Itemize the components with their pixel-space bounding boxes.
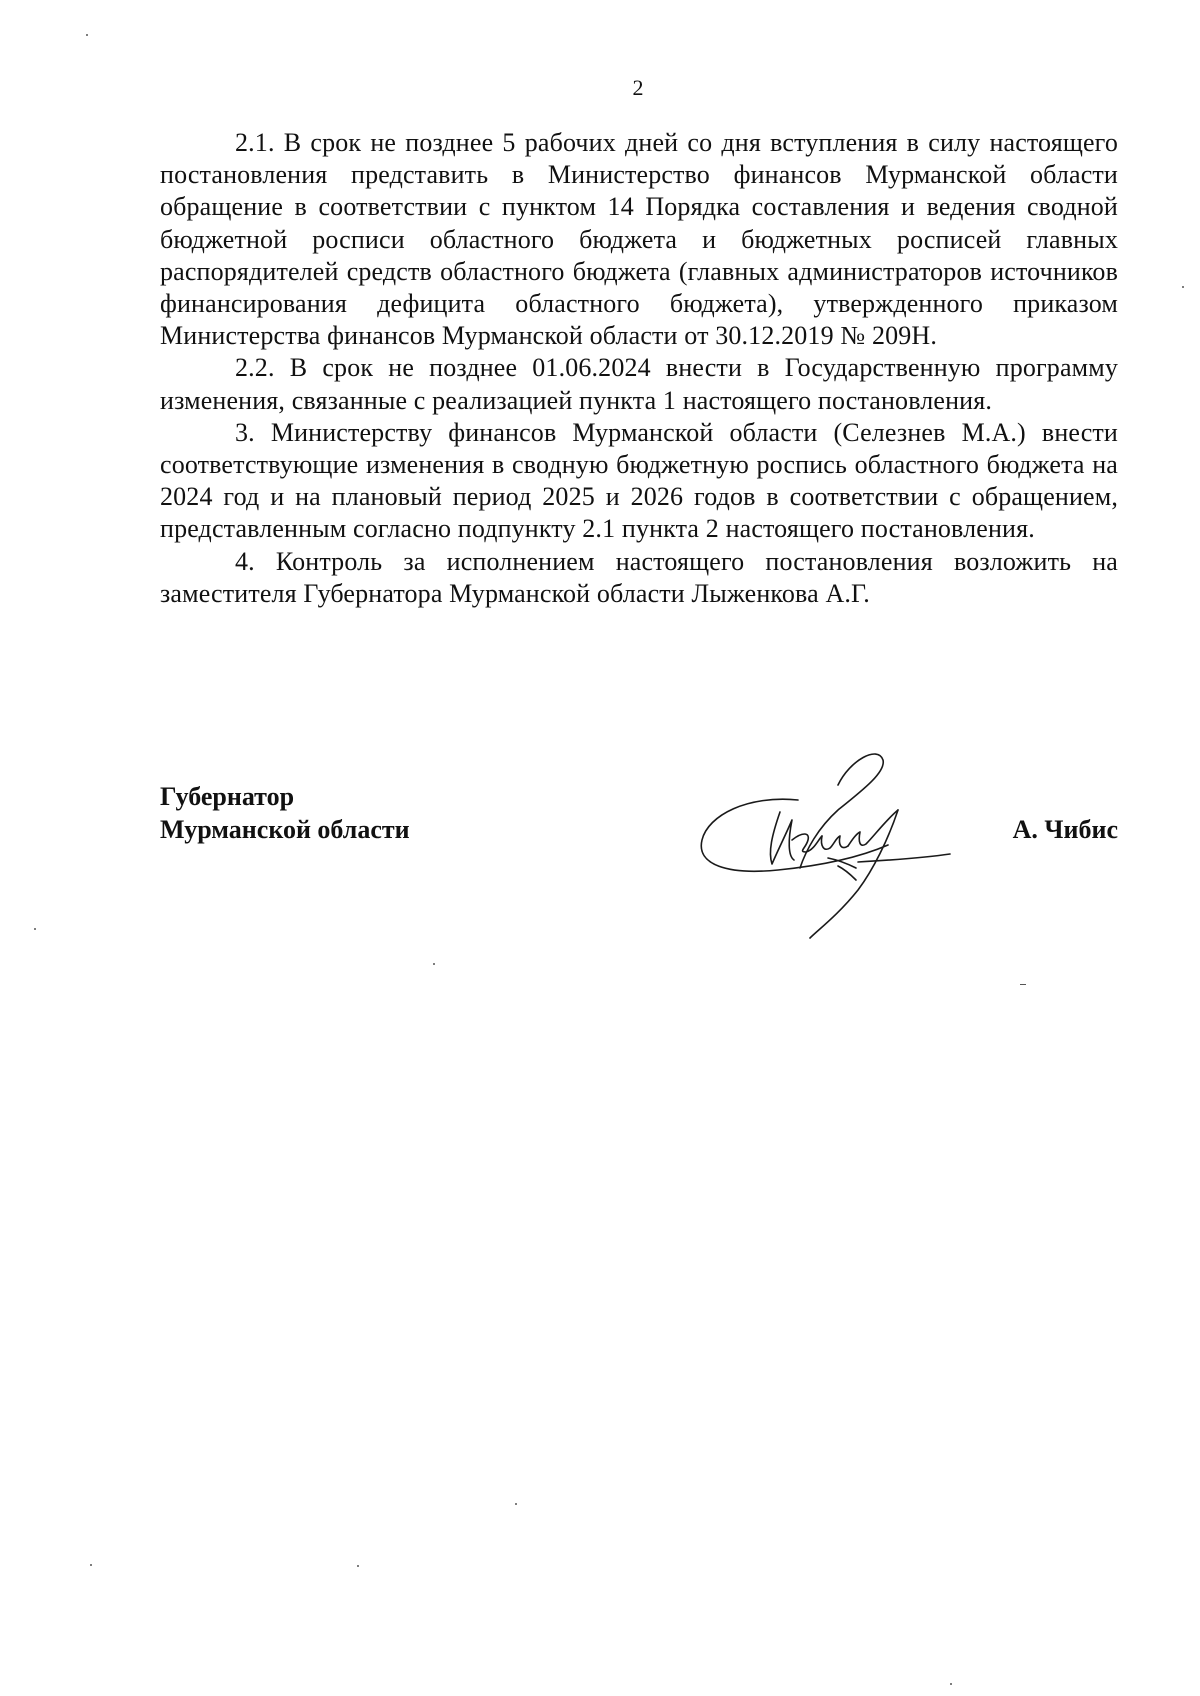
signatory-position-line2: Мурманской области xyxy=(160,815,410,844)
scan-speck xyxy=(950,1683,952,1685)
paragraph-3: 3. Министерству финансов Мурманской области (Селезнев М.А.) внести соответствующие изменения в сводную бюджетную роспись областного бюджета на 2024 год и на плановый период 2025 и 2026 годов в соответствии с обращением, представленным согласно подпункту 2.1 пункта 2 настоящего постановления. xyxy=(160,417,1118,544)
scan-speck xyxy=(86,34,88,36)
scan-speck xyxy=(1182,286,1184,288)
scan-speck xyxy=(34,928,36,930)
scan-speck xyxy=(515,1503,517,1505)
scan-speck xyxy=(90,1564,92,1566)
scan-speck xyxy=(1020,984,1026,985)
signatory-position xyxy=(160,780,410,846)
paragraph-4: 4. Контроль за исполнением настоящего постановления возложить на заместителя Губернатора Мурманской области Лыженкова А.Г. xyxy=(160,546,1118,608)
signatory-name: А. Чибис xyxy=(1012,815,1118,844)
page-number: 2 xyxy=(632,75,644,100)
scan-speck xyxy=(357,1565,359,1567)
document-body xyxy=(160,127,1118,610)
paragraph-2-2: 2.2. В срок не позднее 01.06.2024 внести в Государственную программу изменения, связанные с реализацией пункта 1 настоящего постановления. xyxy=(160,353,1118,415)
scan-speck xyxy=(433,963,435,965)
signatory-position-line1: Губернатор xyxy=(160,782,295,811)
paragraph-2-1: 2.1. В срок не позднее 5 рабочих дней со дня вступления в силу настоящего постановления представить в Министерство финансов Мурманской области обращение в соответствии с пунктом 14 Порядка составления и ведения сводной бюджетной росписи областного бюджета и бюджетных росписей главных распорядителей средств областного бюджета (главных администраторов источников финансирования дефицита областного бюджета), утвержденного приказом Министерства финансов Мурманской области от 30.12.2019 № 209Н. xyxy=(160,128,1118,351)
signature-block xyxy=(160,780,1118,940)
handwritten-signature xyxy=(688,740,968,940)
